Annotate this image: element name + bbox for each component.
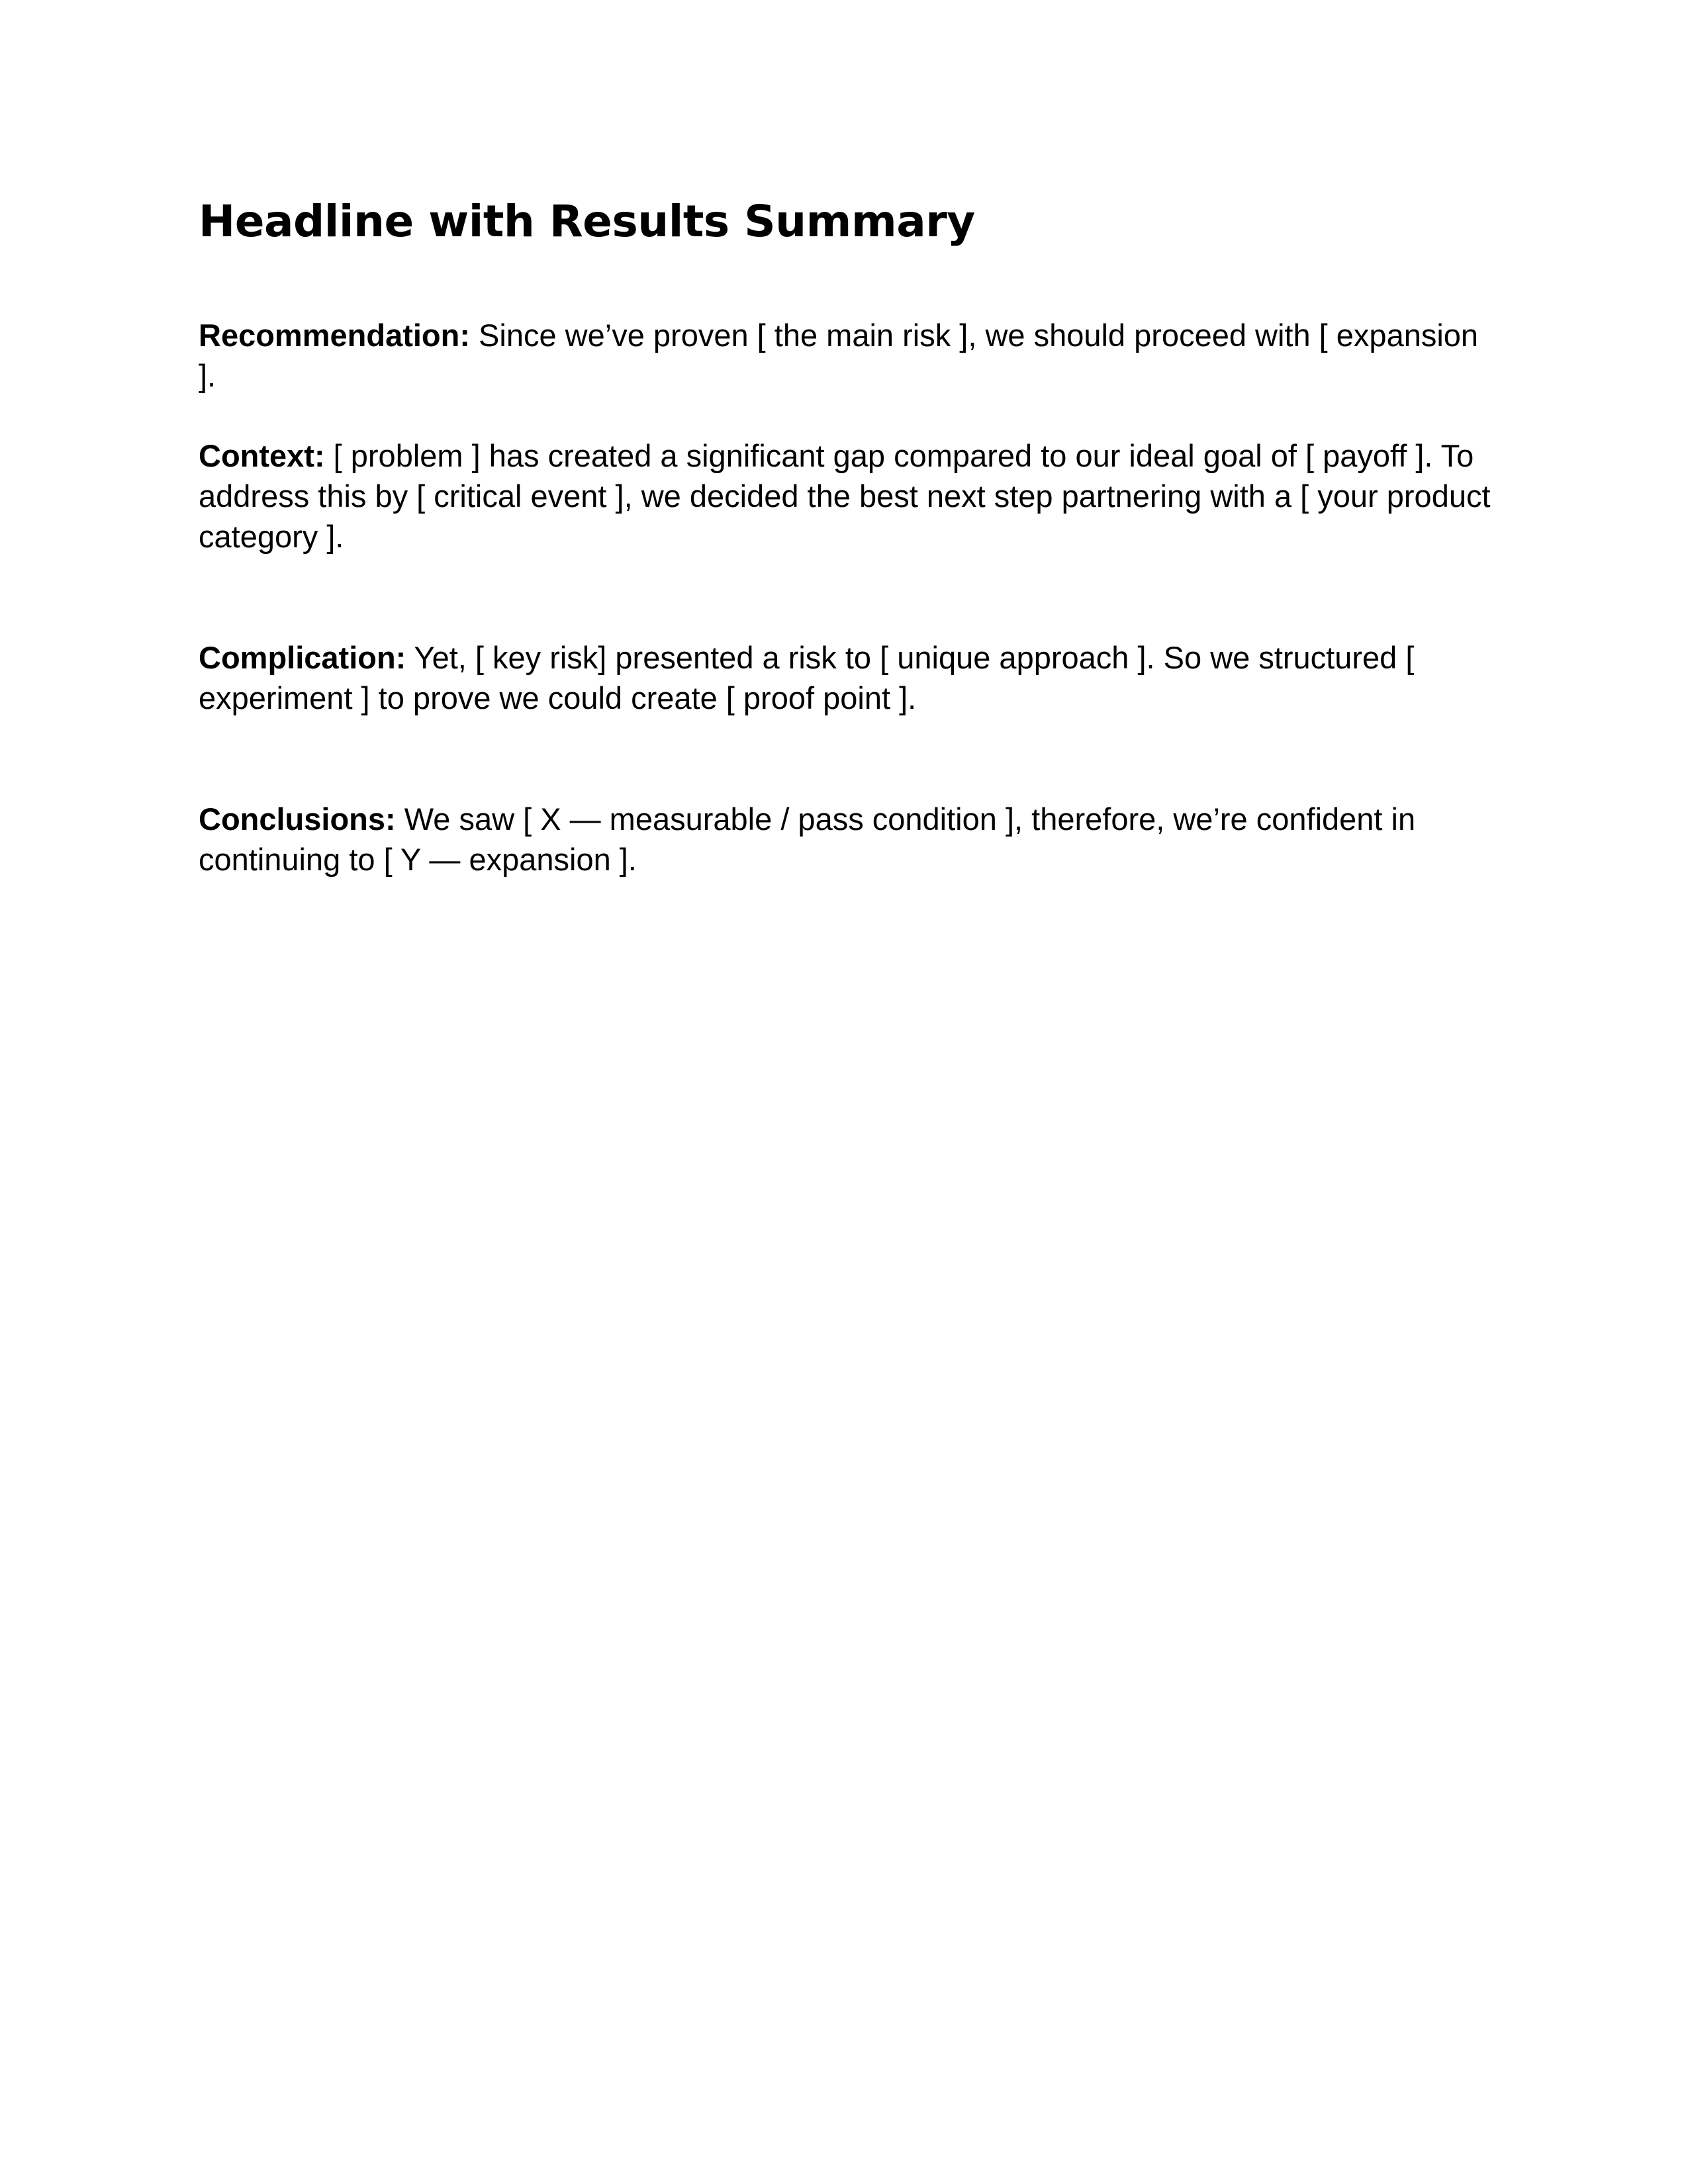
conclusions-text: We saw [ X — measurable / pass condition ], therefore, we’re confident in continuing to [ Y — expansion ]. <box>199 801 1416 877</box>
recommendation-text: Since we’ve proven [ the main risk ], we should proceed with [ expansion ]. <box>199 318 1479 393</box>
complication-label: Complication: <box>199 640 406 675</box>
document-page <box>199 192 1496 880</box>
context-paragraph <box>199 435 1496 557</box>
conclusions-label: Conclusions: <box>199 801 396 837</box>
complication-paragraph <box>199 637 1496 718</box>
recommendation-label: Recommendation: <box>199 318 470 353</box>
recommendation-paragraph <box>199 315 1496 396</box>
page-title: Headline with Results Summary <box>199 196 975 247</box>
context-text: [ problem ] has created a significant gap compared to our ideal goal of [ payoff ]. To address this by [ critical event ], we decided the best next step partnering with a [ your product category ]. <box>199 438 1491 554</box>
context-label: Context: <box>199 438 325 473</box>
complication-text: Yet, [ key risk] presented a risk to [ unique approach ]. So we structured [ experiment ] to prove we could create [ proof point ]. <box>199 640 1415 715</box>
conclusions-paragraph <box>199 799 1496 880</box>
